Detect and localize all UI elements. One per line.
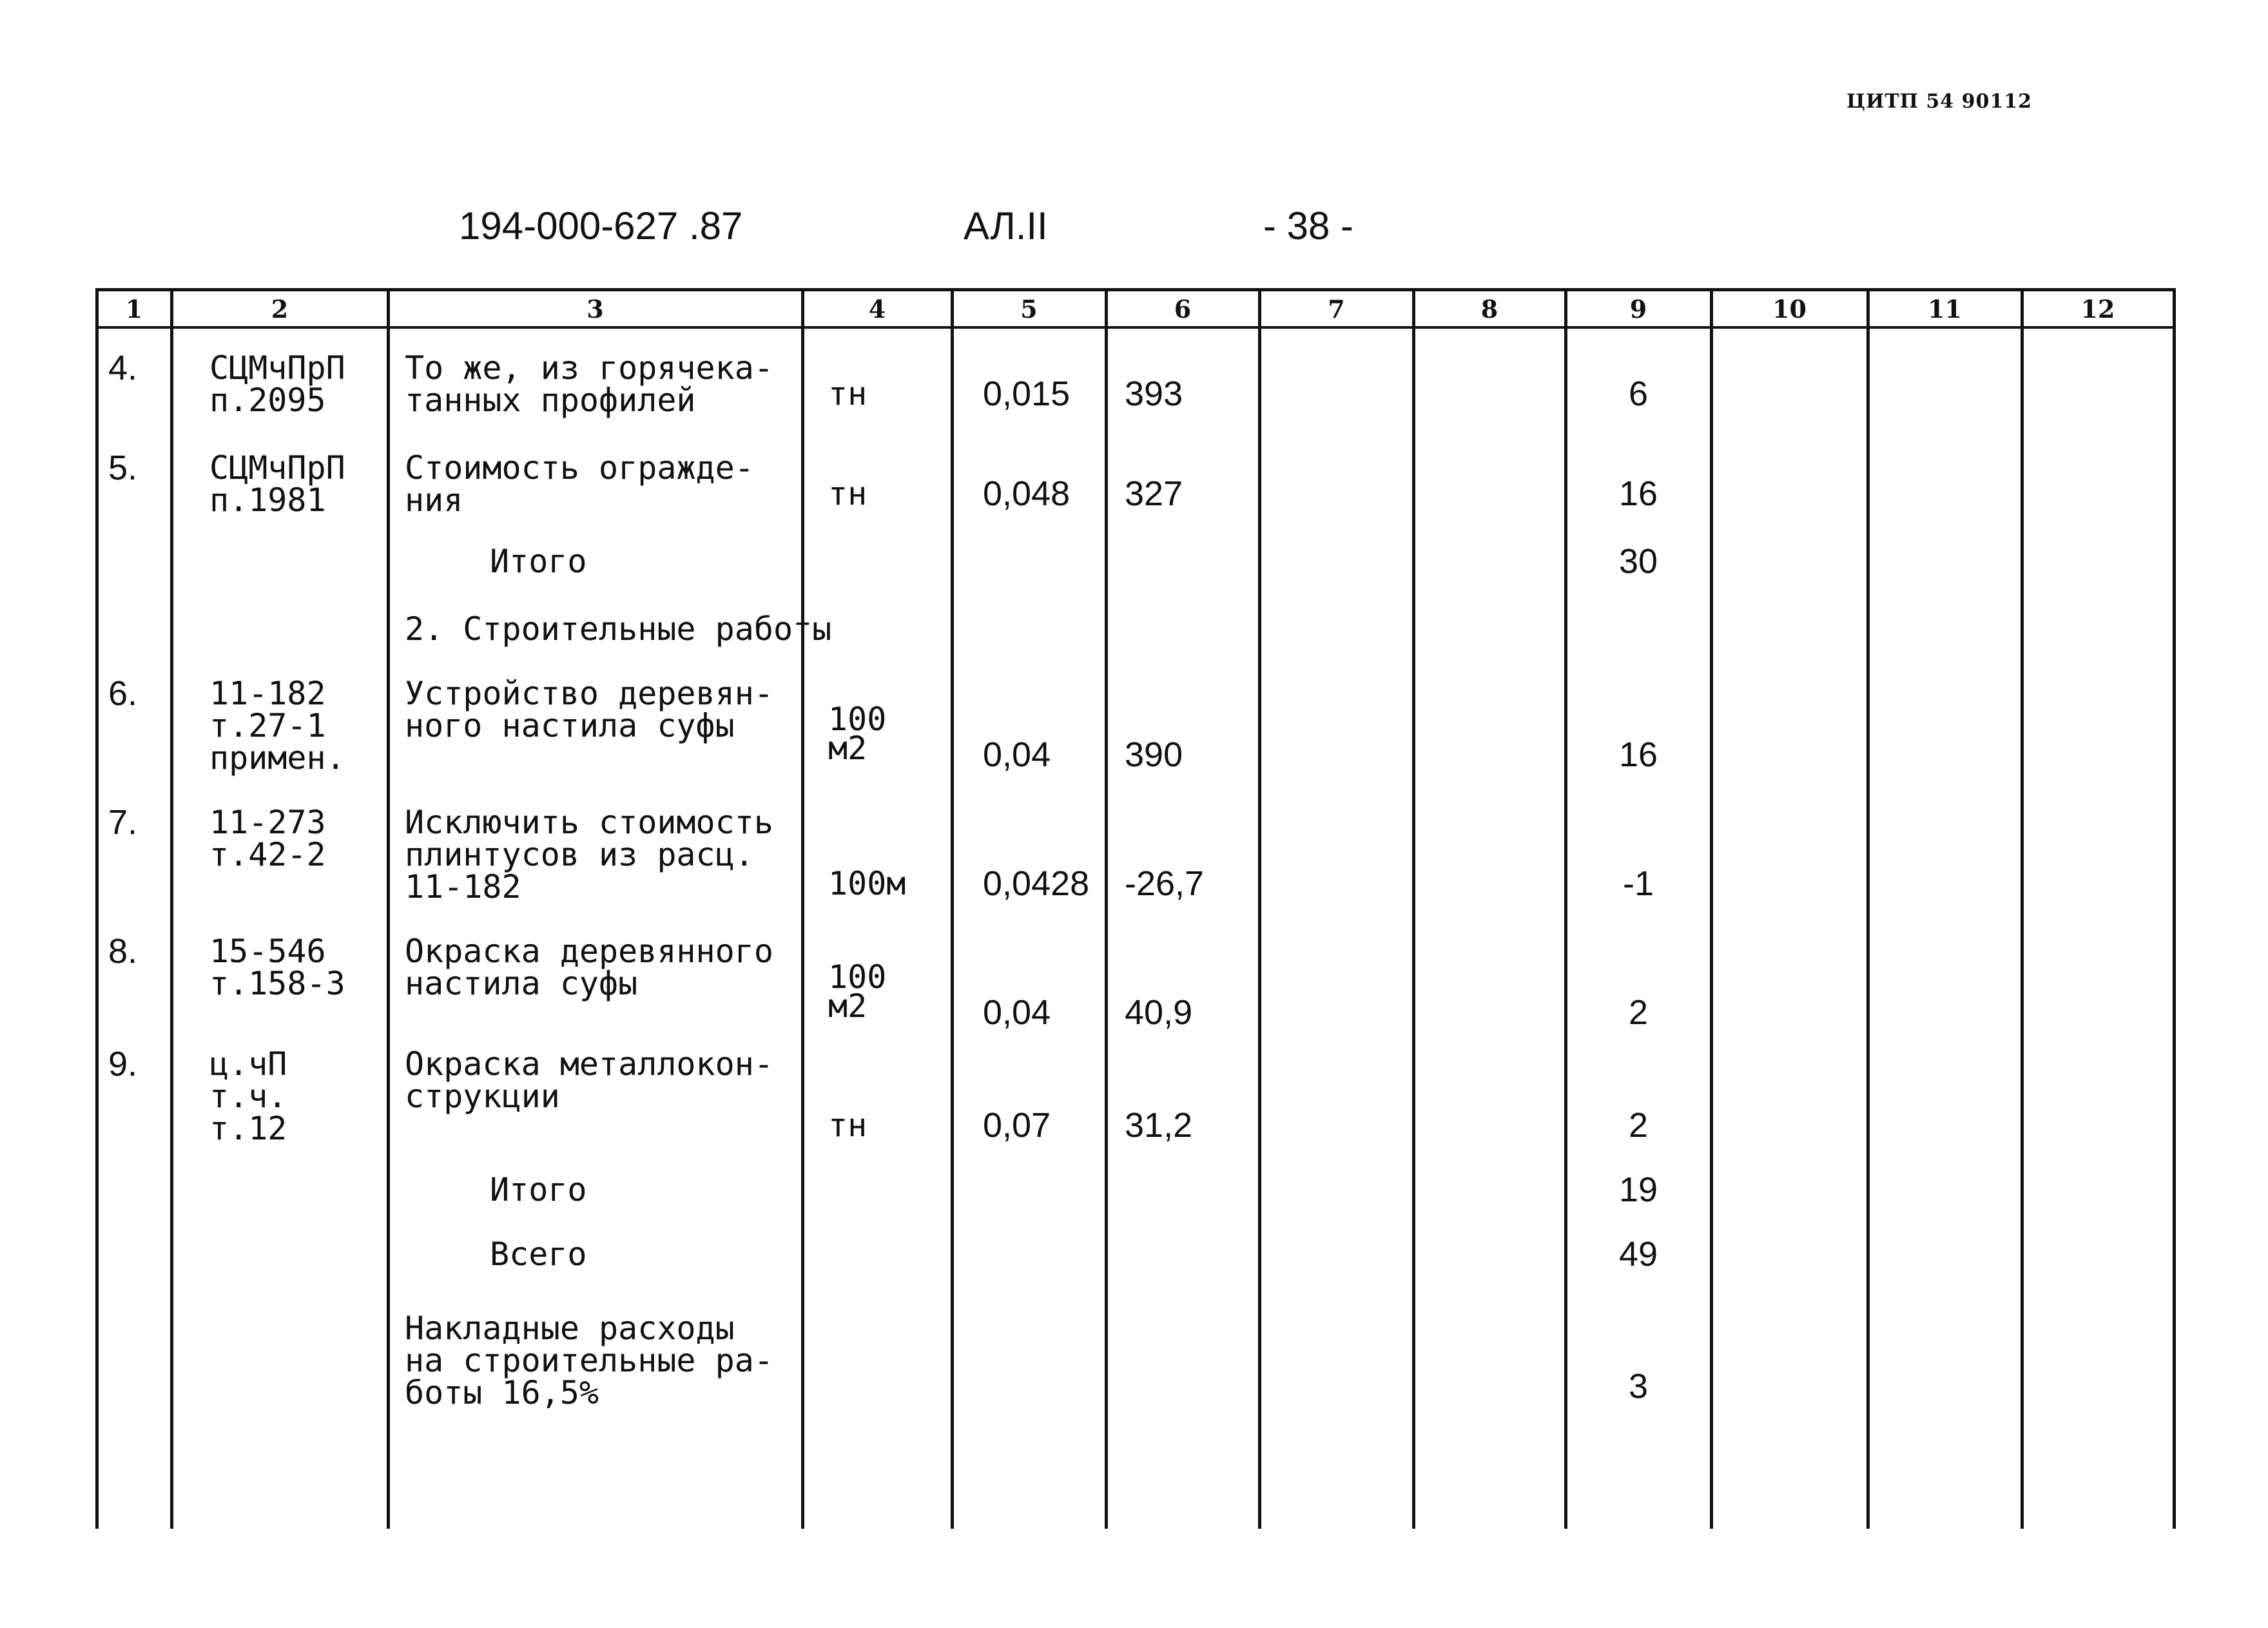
item-description: Исключить стоимость [405, 804, 773, 841]
total-cost: 16 [1618, 474, 1658, 513]
total-cost: 16 [1618, 735, 1658, 774]
unit-price: -26,7 [1125, 864, 1205, 903]
rate-code: примен. [209, 739, 345, 777]
quantity: 0,0428 [983, 864, 1090, 903]
column-divider [1105, 288, 1108, 1529]
quantity: 0,07 [983, 1106, 1051, 1145]
item-description: Всего [490, 1236, 587, 1273]
total-cost: 30 [1618, 542, 1658, 581]
item-description: ного настила суфы [405, 707, 735, 744]
rate-code: 11-273 [209, 804, 326, 841]
total-cost: -1 [1622, 864, 1654, 903]
column-number: 9 [1629, 295, 1647, 324]
quantity: 0,015 [983, 374, 1071, 413]
item-description: Стоимость огражде- [405, 449, 754, 487]
header-bottom-border [97, 326, 2174, 329]
unit-price: 40,9 [1125, 993, 1193, 1032]
column-divider [387, 288, 390, 1529]
item-description: настила суфы [405, 965, 638, 1002]
unit-price: 31,2 [1125, 1106, 1193, 1145]
rate-code: 15-546 [209, 933, 326, 970]
page-number: - 38 - [1263, 204, 1354, 247]
total-cost: 2 [1628, 993, 1649, 1032]
rate-code: п.2095 [209, 382, 326, 419]
rate-code: т.12 [209, 1110, 287, 1147]
item-description: струкции [405, 1078, 560, 1115]
document-code: 194-000-627 .87 [459, 204, 743, 247]
table-top-border [97, 288, 2174, 291]
rate-code: СЦМчПрП [209, 449, 345, 487]
quantity: 0,04 [983, 735, 1051, 774]
column-number: 1 [125, 295, 143, 324]
item-description: на строительные ра- [405, 1342, 773, 1379]
row-number: 9. [108, 1045, 138, 1083]
unit: тн [828, 375, 867, 412]
item-description: танных профилей [405, 382, 696, 419]
item-description: 11-182 [405, 868, 521, 906]
total-cost: 2 [1628, 1106, 1649, 1145]
item-description: То же, из горячека- [405, 349, 773, 387]
rate-code: т.42-2 [209, 836, 326, 873]
unit: 100 [828, 701, 887, 738]
item-description: Итого [490, 543, 587, 580]
column-divider [95, 288, 99, 1529]
row-number: 5. [108, 449, 138, 487]
unit: м2 [828, 730, 867, 767]
item-description: Окраска металлокон- [405, 1045, 773, 1083]
row-number: 6. [108, 674, 138, 713]
column-divider [2021, 288, 2024, 1529]
quantity: 0,04 [983, 993, 1051, 1032]
unit-price: 327 [1125, 474, 1183, 513]
rate-code: п.1981 [209, 481, 326, 519]
column-number: 7 [1328, 295, 1345, 324]
row-number: 4. [108, 349, 138, 387]
archive-stamp: ЦИТП 54 90112 [1846, 90, 2032, 113]
column-divider [1412, 288, 1415, 1529]
item-description: ния [405, 481, 463, 519]
column-number: 2 [271, 295, 289, 324]
total-cost: 3 [1628, 1367, 1649, 1406]
column-number: 12 [2080, 295, 2115, 324]
total-cost: 6 [1628, 374, 1649, 413]
unit: 100 [828, 958, 887, 996]
item-description: Устройство деревян- [405, 675, 773, 712]
unit-price: 393 [1125, 374, 1183, 413]
unit: 100м [828, 865, 906, 902]
unit-price: 390 [1125, 735, 1183, 774]
unit: тн [828, 475, 867, 512]
column-number: 8 [1480, 295, 1498, 324]
total-cost: 49 [1618, 1235, 1658, 1274]
total-cost: 19 [1618, 1170, 1658, 1209]
unit: м2 [828, 987, 867, 1025]
rate-code: т.ч. [209, 1078, 287, 1115]
column-divider [1258, 288, 1261, 1529]
column-divider [951, 288, 954, 1529]
quantity: 0,048 [983, 474, 1071, 513]
column-number: 6 [1174, 295, 1192, 324]
item-description: боты 16,5% [405, 1374, 599, 1411]
column-number: 5 [1020, 295, 1038, 324]
rate-code: 11-182 [209, 675, 326, 712]
item-description: Накладные расходы [405, 1310, 735, 1347]
rate-code: ц.чП [209, 1045, 287, 1083]
column-divider [1710, 288, 1713, 1529]
column-divider [2173, 288, 2176, 1529]
item-description: 2. Строительные работы [405, 610, 832, 648]
row-number: 8. [108, 932, 138, 971]
column-divider [170, 288, 173, 1529]
column-number: 11 [1928, 295, 1962, 324]
rate-code: СЦМчПрП [209, 349, 345, 387]
unit: тн [828, 1107, 867, 1144]
column-number: 4 [868, 295, 886, 324]
row-number: 7. [108, 803, 138, 842]
item-description: Итого [490, 1171, 587, 1208]
rate-code: т.158-3 [209, 965, 345, 1002]
item-description: плинтусов из расц. [405, 836, 754, 873]
column-number: 3 [586, 295, 604, 324]
sheet-label: АЛ.II [964, 204, 1048, 247]
column-number: 10 [1772, 295, 1807, 324]
rate-code: т.27-1 [209, 707, 326, 744]
column-divider [1564, 288, 1567, 1529]
item-description: Окраска деревянного [405, 933, 773, 970]
column-divider [1866, 288, 1870, 1529]
column-divider [801, 288, 804, 1529]
